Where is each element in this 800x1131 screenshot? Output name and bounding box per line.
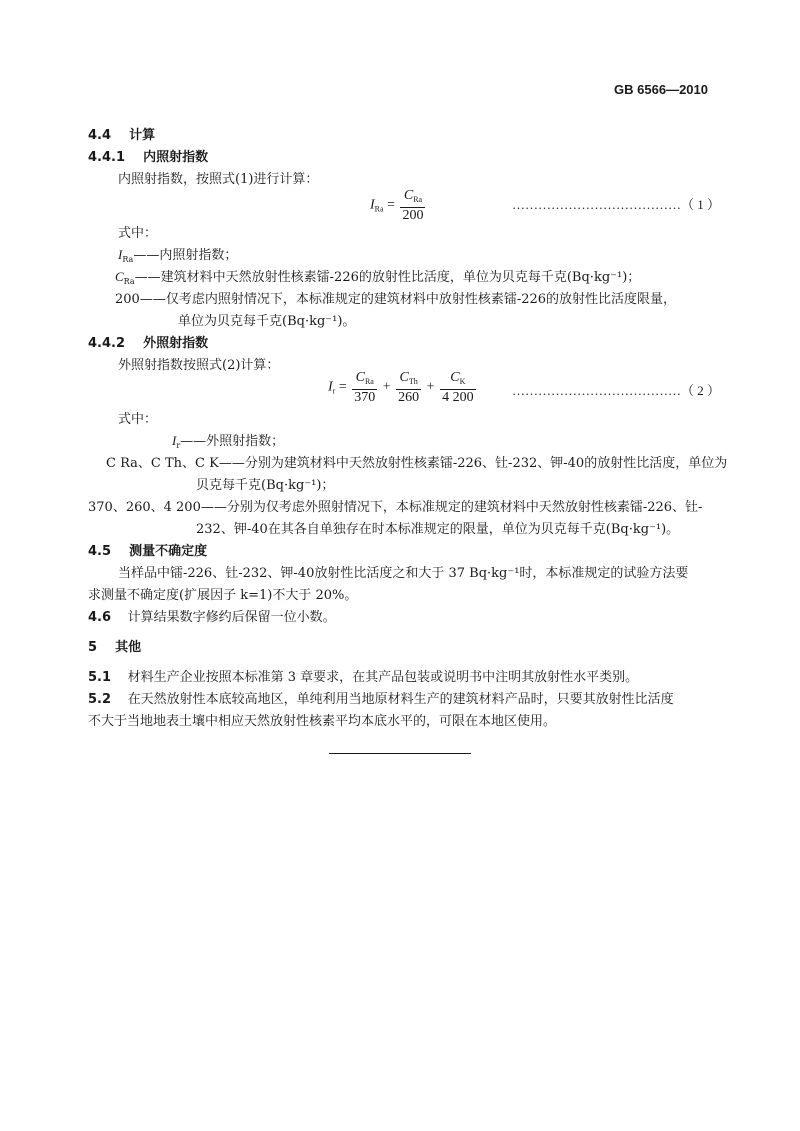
definition-c-ra-th-k-continued: 贝克每千克(Bq·kg⁻¹)； (196, 478, 335, 493)
definition-c-ra: $C_{Ra}——$建筑材料中天然放射性核素镭-226的放射性比活度，单位为贝克每千克(Bq·kg⁻¹)； (115, 269, 641, 286)
section-5-2-line-2: 不大于当地地表土壤中相应天然放射性核素平均本底水平的，可限在本地区使用。 (88, 714, 557, 729)
section-title: 其他 (115, 640, 142, 655)
plus-sign: + (382, 379, 391, 395)
formula-1 (370, 188, 427, 223)
section-number: 4.4 (88, 128, 112, 143)
equals-sign: = (387, 197, 395, 213)
section-title: 测量不确定度 (129, 544, 208, 559)
section-number: 4.4.2 (88, 336, 126, 351)
section-4-6 (88, 606, 336, 625)
section-4-4-heading (88, 124, 155, 143)
equals-sign: = (338, 379, 347, 395)
standard-code: GB 6566—2010 (614, 82, 708, 97)
where-label: 式中： (118, 226, 158, 241)
formula-2 (328, 370, 478, 405)
section-5-1 (88, 666, 638, 685)
fraction-ra: $\frac{C_{Ra}}{370}$ (354, 370, 376, 405)
section-text: 材料生产企业按照本标准第 3 章要求，在其产品包装或说明书中注明其放射性水平类别。 (127, 670, 639, 685)
paragraph-4-4-2-intro: 外照射指数按照式(2)计算： (118, 358, 280, 373)
definition-i-ra: $I_{Ra}——$内照射指数； (118, 247, 238, 264)
formula-lhs-subscript: r (332, 386, 336, 396)
definition-200: 200——仅考虑内照射情况下，本标准规定的建筑材料中放射性核素镭-226的放射性比活度限量， (115, 292, 677, 307)
section-number: 5 (88, 640, 98, 655)
plus-sign: + (426, 379, 435, 395)
paragraph-4-5-line-1: 当样品中镭-226、钍-232、钾-40放射性比活度之和大于 37 Bq·kg⁻¹时，本标准规定的试验方法要 (118, 566, 689, 581)
section-4-4-2-heading (88, 332, 208, 351)
section-4-5-heading (88, 540, 207, 559)
section-title: 外照射指数 (143, 336, 209, 351)
where-label: 式中： (118, 412, 158, 427)
section-text: 在天然放射性本底较高地区，单纯利用当地原材料生产的建筑材料产品时，只要其放射性比活度 (127, 692, 674, 707)
section-5-heading (88, 636, 141, 655)
definition-200-continued: 单位为贝克每千克(Bq·kg⁻¹)。 (178, 314, 356, 329)
definition-370-260-4200-continued: 232、钾-40在其各自单独存在时本标准规定的限量，单位为贝克每千克(Bq·kg⁻¹)。 (196, 522, 680, 537)
formula-lhs: I (328, 379, 333, 395)
equation-number-2: …………………………………（ 2 ） (512, 383, 721, 398)
section-5-2-line-1 (88, 688, 674, 707)
section-title: 内照射指数 (143, 150, 209, 165)
section-4-4-1-heading (88, 146, 208, 165)
definition-370-260-4200: 370、260、4 200——分别为仅考虑外照射情况下，本标准规定的建筑材料中天然放射性核素镭-226、钍- (88, 500, 703, 515)
fraction-k: $\frac{C_K}{4 200}$ (442, 370, 474, 405)
definition-i-r: $I_r——$外照射指数； (172, 433, 285, 450)
section-number: 4.6 (88, 610, 112, 625)
section-text: 计算结果数字修约后保留一位小数。 (127, 610, 336, 625)
end-of-document-rule (329, 753, 471, 754)
paragraph-4-4-1-intro: 内照射指数，按照式(1)进行计算： (118, 172, 319, 187)
fraction-denominator: 200 (402, 208, 424, 223)
fraction (400, 188, 425, 223)
formula-lhs: I (370, 197, 375, 213)
section-title: 计算 (129, 128, 156, 143)
section-number: 5.2 (88, 692, 112, 707)
fraction-th: $\frac{C_{Th}}{260}$ (398, 370, 420, 405)
paragraph-4-5-line-2: 求测量不确定度(扩展因子 k=1)不大于 20%。 (88, 588, 358, 603)
section-number: 4.5 (88, 544, 112, 559)
formula-lhs-subscript: Ra (374, 204, 384, 214)
definition-c-ra-th-k: C Ra、C Th、C K——分别为建筑材料中天然放射性核素镭-226、钍-232、钾-40的放射性比活度，单位为 (106, 456, 728, 471)
fraction-numerator: $C_{Ra}$ (400, 188, 425, 208)
section-number: 4.4.1 (88, 150, 126, 165)
equation-number-1: …………………………………（ 1 ） (512, 197, 721, 212)
section-number: 5.1 (88, 670, 112, 685)
